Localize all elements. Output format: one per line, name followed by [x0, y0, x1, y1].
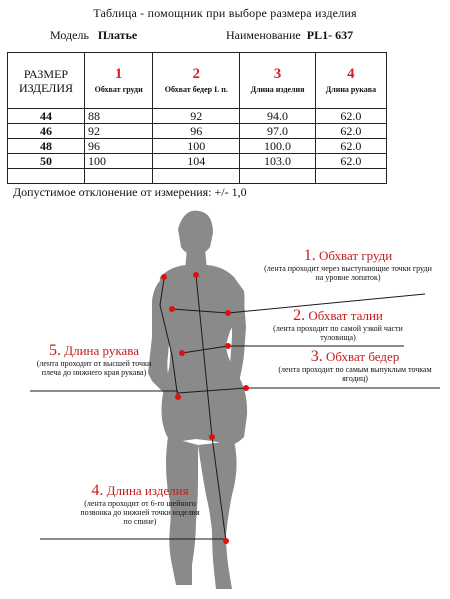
size-cell: 48 [8, 139, 85, 154]
hips-cell: 96 [153, 124, 240, 139]
sleeve-cell [315, 169, 386, 184]
measurement-title: 5. Длина рукава [49, 342, 139, 359]
length-cell: 103.0 [240, 154, 316, 169]
point-marker [179, 350, 185, 356]
point-marker [161, 274, 167, 280]
size-cell: 44 [8, 109, 85, 124]
point-marker [225, 343, 231, 349]
point-marker [223, 538, 229, 544]
column-header-hips [153, 53, 240, 109]
measurement-desc: (лента проходит по самым выпуклым точкам ягодиц) [278, 365, 432, 383]
name-value: PL1- 637 [306, 28, 354, 42]
size-table [7, 52, 387, 184]
measurement-label-hips [266, 349, 444, 383]
column-label: Обхват груди [94, 85, 143, 94]
measurement-desc: (лента проходит от 6-го шейного позвонка до нижней точки изделия по спине) [80, 499, 200, 526]
chest-cell [85, 169, 153, 184]
hips-cell: 104 [153, 154, 240, 169]
name-label: Наименование [226, 28, 301, 42]
measurement-title: 2. Обхват талии [293, 307, 383, 324]
column-header-length [240, 53, 316, 109]
table-row [8, 109, 387, 124]
sleeve-cell: 62.0 [315, 124, 386, 139]
chest-cell: 100 [85, 154, 153, 169]
point-marker [169, 306, 175, 312]
column-number: 1 [114, 66, 123, 82]
measurement-label-length [80, 483, 200, 526]
measurement-title: 3. Обхват бедер [310, 348, 400, 365]
point-marker [193, 272, 199, 278]
column-label: Обхват бедер I. п. [164, 85, 228, 94]
measurement-label-sleeve [30, 343, 158, 377]
table-header-row [8, 53, 387, 109]
measurement-title: 4. Длина изделия [91, 482, 189, 499]
hips-cell [153, 169, 240, 184]
measurement-desc: (лента проходит через выступающие точки груди на уровне лопаток) [264, 264, 432, 282]
measurement-label-chest [262, 248, 434, 282]
sleeve-cell: 62.0 [315, 139, 386, 154]
length-cell: 100.0 [240, 139, 316, 154]
measurement-title: 1. Обхват груди [303, 247, 393, 264]
measurement-label-waist [270, 308, 406, 342]
sleeve-cell: 62.0 [315, 154, 386, 169]
point-marker [175, 394, 181, 400]
measurement-desc: (лента проходит от высшей точки плеча до нижнего края рукава) [36, 359, 152, 377]
size-column-header: РАЗМЕР ИЗДЕЛИЯ [8, 53, 85, 109]
model-label: Модель [50, 28, 89, 42]
length-cell [240, 169, 316, 184]
size-cell: 46 [8, 124, 85, 139]
column-number: 3 [273, 66, 282, 82]
column-number: 4 [347, 66, 355, 82]
column-number: 2 [192, 66, 201, 82]
column-label: Длина рукава [325, 85, 377, 94]
body-silhouette [148, 211, 247, 589]
measurement-desc: (лента проходит по самой узкой части туловища) [273, 324, 403, 342]
model-line [50, 28, 137, 43]
chest-cell: 96 [85, 139, 153, 154]
length-cell: 97.0 [240, 124, 316, 139]
hips-cell: 100 [153, 139, 240, 154]
table-row [8, 154, 387, 169]
chest-cell: 88 [85, 109, 153, 124]
name-line [226, 28, 353, 43]
point-marker [209, 434, 215, 440]
table-row [8, 169, 387, 184]
column-header-chest [85, 53, 153, 109]
column-header-sleeve [315, 53, 386, 109]
hips-cell: 92 [153, 109, 240, 124]
table-row [8, 124, 387, 139]
chest-cell: 92 [85, 124, 153, 139]
tolerance-note: Допустимое отклонение от измерения: +/- 1,0 [13, 185, 247, 199]
point-marker [225, 310, 231, 316]
column-label: Длина изделия [250, 85, 305, 94]
model-value: Платье [97, 28, 138, 42]
size-cell [8, 169, 85, 184]
page-title: Таблица - помощник при выборе размера изделия [93, 6, 357, 20]
sleeve-cell: 62.0 [315, 109, 386, 124]
size-cell: 50 [8, 154, 85, 169]
table-row [8, 139, 387, 154]
length-cell: 94.0 [240, 109, 316, 124]
point-marker [243, 385, 249, 391]
